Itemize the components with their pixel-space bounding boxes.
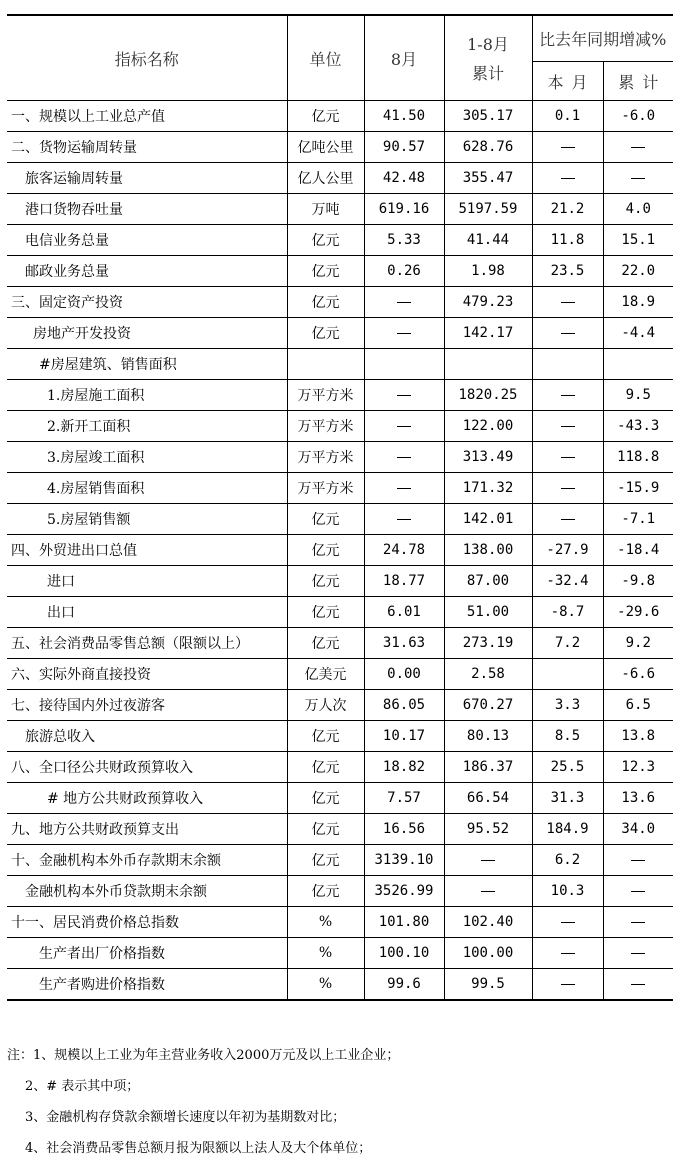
table-row (7, 752, 673, 783)
unit-cell: 亿元 (287, 845, 364, 876)
yoy-cum-value: 13.8 (603, 721, 673, 752)
table-row (7, 442, 673, 473)
month-value: 10.17 (364, 721, 444, 752)
indicator-name: 金融机构本外币贷款期末余额 (7, 876, 287, 907)
table-row (7, 287, 673, 318)
header-cumulative (444, 15, 532, 101)
cumulative-value: 95.52 (444, 814, 532, 845)
cumulative-value: 122.00 (444, 411, 532, 442)
yoy-month-value: 11.8 (532, 225, 603, 256)
dash-mark (481, 891, 495, 892)
not-applicable-cell (532, 318, 603, 349)
footnote: 注：1、规模以上工业为年主营业务收入2000万元及以上工业企业； (7, 1048, 400, 1063)
header-yoy-change: 比去年同期增减% (532, 15, 673, 62)
month-value: 3139.10 (364, 845, 444, 876)
cumulative-value: 99.5 (444, 969, 532, 1001)
footnote: 4、社会消费品零售总额月报为限额以上法人及大个体单位； (25, 1141, 372, 1156)
indicator-name: 八、全口径公共财政预算收入 (7, 752, 287, 783)
yoy-cum-value: -15.9 (603, 473, 673, 504)
yoy-month-value: 23.5 (532, 256, 603, 287)
indicator-name: 二、货物运输周转量 (7, 132, 287, 163)
cumulative-value: 100.00 (444, 938, 532, 969)
month-value: 41.50 (364, 101, 444, 132)
month-value: 99.6 (364, 969, 444, 1001)
not-applicable-cell (364, 442, 444, 473)
dash-mark (561, 333, 575, 334)
not-applicable-cell (603, 163, 673, 194)
not-applicable-cell (532, 380, 603, 411)
month-value: 0.26 (364, 256, 444, 287)
dash-mark (631, 922, 645, 923)
not-applicable-cell (364, 380, 444, 411)
not-applicable-cell (532, 442, 603, 473)
yoy-month-value: 0.1 (532, 101, 603, 132)
indicator-name: 三、固定资产投资 (7, 287, 287, 318)
table-row (7, 783, 673, 814)
cumulative-value: 670.27 (444, 690, 532, 721)
not-applicable-cell (603, 938, 673, 969)
unit-cell: 亿元 (287, 566, 364, 597)
yoy-cum-value: 118.8 (603, 442, 673, 473)
month-value: 16.56 (364, 814, 444, 845)
month-value: 42.48 (364, 163, 444, 194)
unit-cell: 万平方米 (287, 380, 364, 411)
month-value: 90.57 (364, 132, 444, 163)
unit-cell: 亿元 (287, 504, 364, 535)
cumulative-value: 87.00 (444, 566, 532, 597)
dash-mark (631, 147, 645, 148)
cumulative-value: 102.40 (444, 907, 532, 938)
unit-cell (287, 349, 364, 380)
month-value: 86.05 (364, 690, 444, 721)
table-row (7, 132, 673, 163)
yoy-month-value (532, 349, 603, 380)
table-row (7, 535, 673, 566)
table-body (7, 101, 673, 1001)
dash-mark (397, 457, 411, 458)
dash-mark (561, 147, 575, 148)
indicator-name: 五、社会消费品零售总额（限额以上） (7, 628, 287, 659)
not-applicable-cell (532, 287, 603, 318)
yoy-month-value (532, 659, 603, 690)
table-row (7, 349, 673, 380)
not-applicable-cell (364, 411, 444, 442)
unit-cell: 万平方米 (287, 442, 364, 473)
month-value: 100.10 (364, 938, 444, 969)
not-applicable-cell (444, 876, 532, 907)
dash-mark (397, 395, 411, 396)
cumulative-value: 171.32 (444, 473, 532, 504)
not-applicable-cell (532, 132, 603, 163)
cumulative-value: 51.00 (444, 597, 532, 628)
month-value: 619.16 (364, 194, 444, 225)
not-applicable-cell (532, 907, 603, 938)
cumulative-value: 138.00 (444, 535, 532, 566)
dash-mark (561, 922, 575, 923)
unit-cell: 亿元 (287, 783, 364, 814)
not-applicable-cell (532, 163, 603, 194)
not-applicable-cell (532, 938, 603, 969)
table-row (7, 163, 673, 194)
indicator-name: 1.房屋施工面积 (7, 380, 287, 411)
indicator-name: 生产者购进价格指数 (7, 969, 287, 1001)
table-row (7, 845, 673, 876)
cumulative-value: 5197.59 (444, 194, 532, 225)
cumulative-value: 1.98 (444, 256, 532, 287)
month-value: 0.00 (364, 659, 444, 690)
dash-mark (561, 395, 575, 396)
unit-cell: % (287, 907, 364, 938)
table-row (7, 907, 673, 938)
dash-mark (561, 178, 575, 179)
unit-cell: 亿元 (287, 876, 364, 907)
yoy-month-value: 7.2 (532, 628, 603, 659)
indicator-name: 一、规模以上工业总产值 (7, 101, 287, 132)
indicator-name: 十、金融机构本外币存款期末余额 (7, 845, 287, 876)
month-value: 6.01 (364, 597, 444, 628)
cumulative-value: 80.13 (444, 721, 532, 752)
header-cumulative-line2: 累计 (471, 64, 504, 83)
yoy-month-value: 8.5 (532, 721, 603, 752)
table-row (7, 969, 673, 1001)
table-row (7, 256, 673, 287)
yoy-cum-value: 18.9 (603, 287, 673, 318)
table-row (7, 101, 673, 132)
table-row (7, 504, 673, 535)
not-applicable-cell (364, 318, 444, 349)
yoy-month-value: 3.3 (532, 690, 603, 721)
indicator-name: 3.房屋竣工面积 (7, 442, 287, 473)
table-row (7, 597, 673, 628)
yoy-month-value: 184.9 (532, 814, 603, 845)
header-this-month: 本月 (532, 62, 603, 101)
unit-cell: 万平方米 (287, 473, 364, 504)
month-value: 31.63 (364, 628, 444, 659)
cumulative-value: 479.23 (444, 287, 532, 318)
yoy-cum-value: -7.1 (603, 504, 673, 535)
unit-cell: 亿元 (287, 287, 364, 318)
table-row (7, 876, 673, 907)
yoy-cum-value: 4.0 (603, 194, 673, 225)
dash-mark (561, 984, 575, 985)
table-row (7, 380, 673, 411)
indicator-name: 5.房屋销售额 (7, 504, 287, 535)
table-row (7, 318, 673, 349)
month-value: 18.77 (364, 566, 444, 597)
yoy-cum-value: 13.6 (603, 783, 673, 814)
yoy-cum-value: 9.5 (603, 380, 673, 411)
yoy-month-value: 10.3 (532, 876, 603, 907)
cumulative-value: 142.01 (444, 504, 532, 535)
table-row (7, 659, 673, 690)
unit-cell: 亿元 (287, 721, 364, 752)
table-row (7, 411, 673, 442)
indicator-name: 生产者出厂价格指数 (7, 938, 287, 969)
cumulative-value: 313.49 (444, 442, 532, 473)
not-applicable-cell (603, 907, 673, 938)
yoy-month-value: 6.2 (532, 845, 603, 876)
unit-cell: 亿人公里 (287, 163, 364, 194)
cumulative-value: 66.54 (444, 783, 532, 814)
unit-cell: 万人次 (287, 690, 364, 721)
dash-mark (631, 953, 645, 954)
yoy-cum-value: -18.4 (603, 535, 673, 566)
month-value: 18.82 (364, 752, 444, 783)
indicator-name: 九、地方公共财政预算支出 (7, 814, 287, 845)
unit-cell: 亿元 (287, 752, 364, 783)
unit-cell: 亿元 (287, 535, 364, 566)
footnote: 2、# 表示其中项； (25, 1079, 140, 1094)
yoy-month-value: 21.2 (532, 194, 603, 225)
cumulative-value: 355.47 (444, 163, 532, 194)
dash-mark (561, 426, 575, 427)
not-applicable-cell (603, 132, 673, 163)
indicator-name: # 地方公共财政预算收入 (7, 783, 287, 814)
yoy-cum-value: 6.5 (603, 690, 673, 721)
dash-mark (397, 519, 411, 520)
table-row (7, 628, 673, 659)
table-row (7, 225, 673, 256)
yoy-cum-value: -29.6 (603, 597, 673, 628)
dash-mark (631, 178, 645, 179)
indicator-name: 进口 (7, 566, 287, 597)
header-cum: 累计 (603, 62, 673, 101)
cumulative-value: 305.17 (444, 101, 532, 132)
not-applicable-cell (603, 876, 673, 907)
dash-mark (631, 891, 645, 892)
not-applicable-cell (444, 845, 532, 876)
yoy-cum-value: -6.6 (603, 659, 673, 690)
yoy-cum-value: -4.4 (603, 318, 673, 349)
cumulative-value: 273.19 (444, 628, 532, 659)
month-value (364, 349, 444, 380)
dash-mark (397, 333, 411, 334)
not-applicable-cell (364, 287, 444, 318)
yoy-cum-value: 34.0 (603, 814, 673, 845)
not-applicable-cell (603, 969, 673, 1001)
header-unit: 单位 (287, 15, 364, 101)
unit-cell: 亿元 (287, 814, 364, 845)
month-value: 7.57 (364, 783, 444, 814)
indicator-name: 出口 (7, 597, 287, 628)
indicator-name: 旅游总收入 (7, 721, 287, 752)
unit-cell: 亿元 (287, 225, 364, 256)
header-cumulative-line1: 1-8月 (467, 35, 509, 54)
indicator-name: 邮政业务总量 (7, 256, 287, 287)
yoy-month-value: 25.5 (532, 752, 603, 783)
not-applicable-cell (532, 473, 603, 504)
dash-mark (481, 860, 495, 861)
cumulative-value: 628.76 (444, 132, 532, 163)
dash-mark (561, 302, 575, 303)
cumulative-value: 1820.25 (444, 380, 532, 411)
table-row (7, 566, 673, 597)
table-row (7, 814, 673, 845)
indicator-name: 房地产开发投资 (7, 318, 287, 349)
indicator-name: #房屋建筑、销售面积 (7, 349, 287, 380)
dash-mark (397, 488, 411, 489)
yoy-cum-value: 9.2 (603, 628, 673, 659)
indicator-name: 2.新开工面积 (7, 411, 287, 442)
indicator-name: 四、外贸进出口总值 (7, 535, 287, 566)
indicator-name: 六、实际外商直接投资 (7, 659, 287, 690)
indicator-name: 七、接待国内外过夜游客 (7, 690, 287, 721)
table-row (7, 194, 673, 225)
dash-mark (631, 984, 645, 985)
yoy-cum-value: -43.3 (603, 411, 673, 442)
dash-mark (561, 488, 575, 489)
not-applicable-cell (364, 504, 444, 535)
unit-cell: 亿美元 (287, 659, 364, 690)
header-indicator-name: 指标名称 (7, 15, 287, 101)
header-month: 8月 (364, 15, 444, 101)
not-applicable-cell (532, 969, 603, 1001)
not-applicable-cell (532, 504, 603, 535)
not-applicable-cell (364, 473, 444, 504)
unit-cell: 万吨 (287, 194, 364, 225)
unit-cell: 亿元 (287, 318, 364, 349)
cumulative-value: 186.37 (444, 752, 532, 783)
dash-mark (561, 519, 575, 520)
month-value: 101.80 (364, 907, 444, 938)
not-applicable-cell (532, 411, 603, 442)
yoy-cum-value: 12.3 (603, 752, 673, 783)
dash-mark (397, 426, 411, 427)
dash-mark (561, 953, 575, 954)
yoy-cum-value: 22.0 (603, 256, 673, 287)
table-row (7, 473, 673, 504)
indicator-name: 十一、居民消费价格总指数 (7, 907, 287, 938)
unit-cell: 亿元 (287, 628, 364, 659)
dash-mark (561, 457, 575, 458)
month-value: 24.78 (364, 535, 444, 566)
yoy-month-value: -32.4 (532, 566, 603, 597)
cumulative-value (444, 349, 532, 380)
month-value: 3526.99 (364, 876, 444, 907)
yoy-cum-value: -9.8 (603, 566, 673, 597)
footnote: 3、金融机构存贷款余额增长速度以年初为基期数对比； (25, 1110, 346, 1125)
unit-cell: % (287, 938, 364, 969)
indicator-name: 电信业务总量 (7, 225, 287, 256)
yoy-cum-value (603, 349, 673, 380)
unit-cell: 亿元 (287, 597, 364, 628)
table-row (7, 690, 673, 721)
unit-cell: 亿元 (287, 256, 364, 287)
cumulative-value: 41.44 (444, 225, 532, 256)
table-header (7, 15, 673, 101)
unit-cell: 亿元 (287, 101, 364, 132)
cumulative-value: 2.58 (444, 659, 532, 690)
cumulative-value: 142.17 (444, 318, 532, 349)
not-applicable-cell (603, 845, 673, 876)
indicator-name: 4.房屋销售面积 (7, 473, 287, 504)
yoy-month-value: -8.7 (532, 597, 603, 628)
indicator-name: 旅客运输周转量 (7, 163, 287, 194)
yoy-cum-value: 15.1 (603, 225, 673, 256)
table-row (7, 938, 673, 969)
statistics-table (7, 14, 673, 1001)
dash-mark (631, 860, 645, 861)
indicator-name: 港口货物吞吐量 (7, 194, 287, 225)
unit-cell: 亿吨公里 (287, 132, 364, 163)
footnotes (7, 1040, 677, 1164)
table-row (7, 721, 673, 752)
unit-cell: 万平方米 (287, 411, 364, 442)
unit-cell: % (287, 969, 364, 1001)
dash-mark (397, 302, 411, 303)
yoy-month-value: -27.9 (532, 535, 603, 566)
month-value: 5.33 (364, 225, 444, 256)
yoy-month-value: 31.3 (532, 783, 603, 814)
yoy-cum-value: -6.0 (603, 101, 673, 132)
